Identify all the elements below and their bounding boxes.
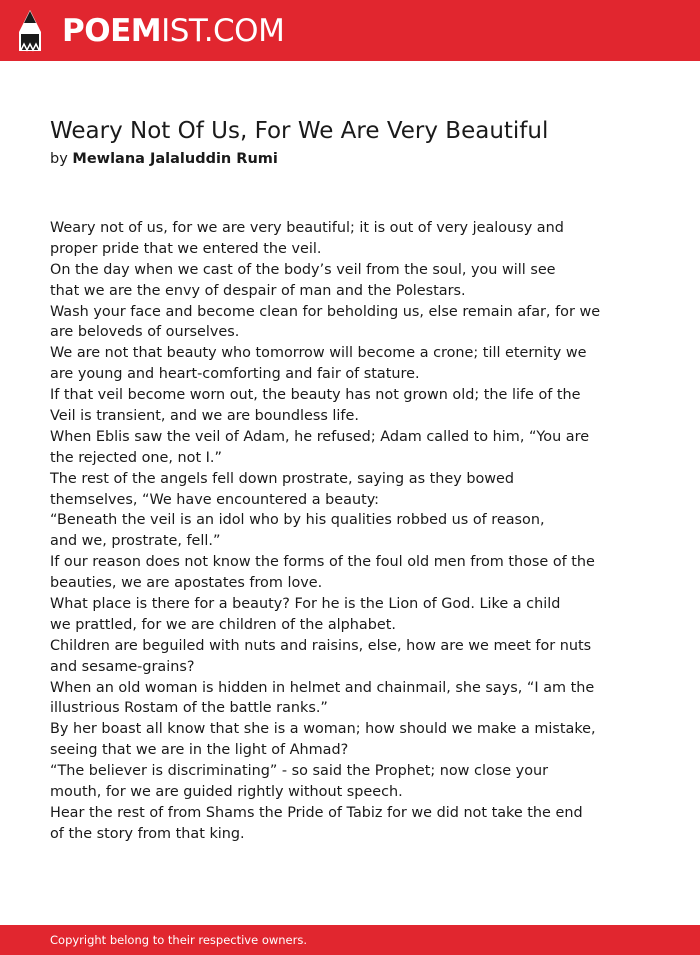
poem-title: Weary Not Of Us, For We Are Very Beautiful [50, 118, 549, 144]
poem-line: the rejected one, not I.” [50, 449, 222, 466]
poem-line: The rest of the angels fell down prostrate, saying as they bowed [50, 470, 515, 487]
copyright-text: Copyright belong to their respective owners. [50, 933, 308, 947]
poem-line: themselves, “We have encountered a beauty: [50, 491, 380, 508]
poem-line: We are not that beauty who tomorrow will become a crone; till eternity we [50, 345, 587, 362]
poem-line: Wash your face and become clean for beholding us, else remain afar, for we [50, 303, 601, 320]
poem-line: mouth, for we are guided rightly without speech. [50, 784, 403, 801]
poem-line: When Eblis saw the veil of Adam, he refused; Adam called to him, “You are [50, 428, 590, 445]
byline [50, 148, 278, 170]
poem-body [50, 218, 610, 845]
poem-line: If our reason does not know the forms of the foul old men from those of the [50, 554, 595, 571]
poem-line: are beloveds of ourselves. [50, 324, 240, 341]
poem-line: of the story from that king. [50, 825, 245, 842]
poem-line: beauties, we are apostates from love. [50, 575, 323, 592]
brand-light: IST.COM [161, 13, 285, 49]
poem-line: are young and heart-comforting and fair of stature. [50, 366, 420, 383]
poem-line: “The believer is discriminating” - so said the Prophet; now close your [50, 763, 549, 780]
brand-bold: POEM [62, 13, 162, 49]
poem-line: and sesame-grains? [50, 658, 195, 675]
poem-line: “Beneath the veil is an idol who by his qualities robbed us of reason, [50, 512, 545, 529]
author-name: Mewlana Jalaluddin Rumi [72, 151, 278, 167]
poem-line: that we are the envy of despair of man and the Polestars. [50, 282, 466, 299]
poem-line: we prattled, for we are children of the alphabet. [50, 616, 396, 633]
poem-line: seeing that we are in the light of Ahmad? [50, 742, 349, 759]
poem-line: Veil is transient, and we are boundless life. [50, 408, 359, 425]
poem-line: When an old woman is hidden in helmet and chainmail, she says, “I am the [50, 679, 595, 696]
site-header [0, 0, 700, 61]
poem-line: proper pride that we entered the veil. [50, 240, 322, 257]
site-footer [0, 925, 700, 955]
poem-line: By her boast all know that she is a woman; how should we make a mistake, [50, 721, 596, 738]
poem-line: Hear the rest of from Shams the Pride of Tabiz for we did not take the end [50, 804, 583, 821]
poem-line: What place is there for a beauty? For he is the Lion of God. Like a child [50, 596, 561, 613]
poem-line: If that veil become worn out, the beauty has not grown old; the life of the [50, 387, 581, 404]
by-prefix: by [50, 151, 68, 167]
pencil-tip-icon[interactable] [18, 9, 42, 52]
poem-line: Children are beguiled with nuts and raisins, else, how are we meet for nuts [50, 637, 592, 654]
poem-line: On the day when we cast of the body’s veil from the soul, you will see [50, 261, 556, 278]
site-logo[interactable] [62, 11, 284, 51]
poem-line: Weary not of us, for we are very beautiful; it is out of very jealousy and [50, 220, 564, 236]
poem-line: illustrious Rostam of the battle ranks.” [50, 700, 328, 717]
poem-line: and we, prostrate, fell.” [50, 533, 221, 550]
